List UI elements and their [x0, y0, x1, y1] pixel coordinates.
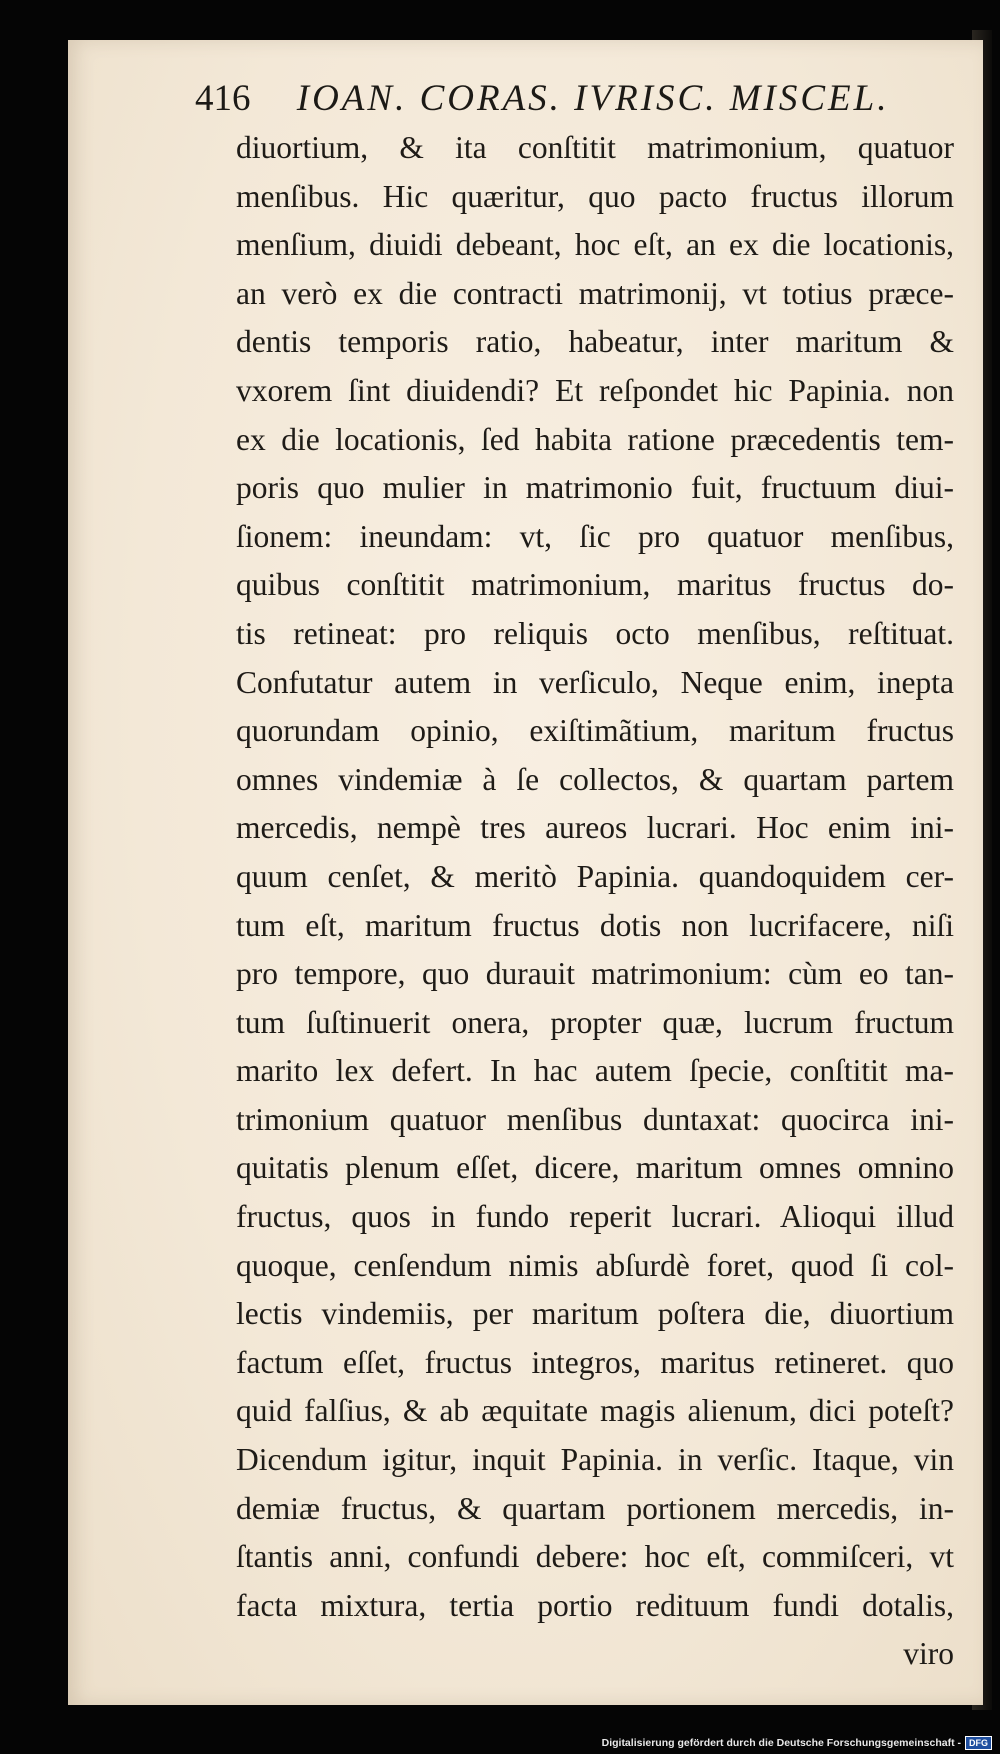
text-line: marito lex defert. In hac autem ſpecie, conſtitit ma- [236, 1053, 954, 1089]
page-number: 416 [195, 78, 251, 119]
text-line: quibus conſtitit matrimonium, maritus fructus do- [236, 567, 954, 603]
text-line: fructus, quos in fundo reperit lucrari. Alioqui illud [236, 1199, 954, 1235]
running-title: IOAN. CORAS. IVRISC. MISCEL. [296, 78, 890, 119]
text-line: tum eſt, maritum fructus dotis non lucrifacere, niſi [236, 907, 954, 943]
text-line: demiæ fructus, & quartam portionem mercedis, in- [236, 1490, 954, 1526]
text-line: Confutatur autem in verſiculo, Neque enim, inepta [236, 664, 954, 700]
text-line: lectis vindemiis, per maritum poſtera die, diuortium [236, 1296, 954, 1332]
text-line: quoque, cenſendum nimis abſurdè foret, quod ſi col- [236, 1247, 954, 1283]
running-header [195, 77, 955, 127]
text-line: pro tempore, quo durauit matrimonium: cùm eo tan- [236, 956, 954, 992]
text-line: diuortium, & ita conſtitit matrimonium, quatuor [236, 130, 954, 165]
catchword: viro [903, 1636, 954, 1672]
text-line: ſionem: ineundam: vt, ſic pro quatuor menſibus, [236, 518, 954, 554]
text-line: menſibus. Hic quæritur, quo pacto fructus illorum [236, 178, 954, 214]
text-line: ex die locationis, ſed habita ratione præcedentis tem- [236, 421, 954, 457]
text-line: dentis temporis ratio, habeatur, inter maritum & [236, 324, 954, 360]
text-line: trimonium quatuor menſibus duntaxat: quocirca ini- [236, 1101, 954, 1137]
text-line: quum cenſet, & meritò Papinia. quandoquidem cer- [236, 858, 954, 894]
text-line: factum eſſet, fructus integros, maritus retineret. quo [236, 1344, 954, 1380]
text-line: menſium, diuidi debeant, hoc eſt, an ex die locationis, [236, 227, 954, 263]
text-line: vxorem ſint diuidendi? Et reſpondet hic Papinia. non [236, 372, 954, 408]
text-line: tum ſuſtinuerit onera, propter quæ, lucrum fructum [236, 1004, 954, 1040]
text-line: omnes vindemiæ à ſe collectos, & quartam partem [236, 761, 954, 797]
text-line: an verò ex die contracti matrimonij, vt totius præce- [236, 275, 954, 311]
text-line: facta mixtura, tertia portio redituum fundi dotalis, [236, 1587, 954, 1623]
text-line: mercedis, nempè tres aureos lucrari. Hoc enim ini- [236, 810, 954, 846]
text-line: tis retineat: pro reliquis octo menſibus, reſtituat. [236, 615, 954, 651]
body-text [236, 124, 954, 1679]
text-line: quorundam opinio, exiſtimãtium, maritum fructus [236, 713, 954, 749]
dfg-logo: DFG [965, 1736, 992, 1750]
text-line: quitatis plenum eſſet, dicere, maritum omnes omnino [236, 1150, 954, 1186]
digitization-footer [602, 1735, 992, 1751]
text-line: Dicendum igitur, inquit Papinia. in verſic. Itaque, vin [236, 1442, 954, 1478]
text-line: ſtantis anni, confundi debere: hoc eſt, commiſceri, vt [236, 1539, 954, 1575]
funding-credit: Digitalisierung gefördert durch die Deutsche Forschungsgemeinschaft - [601, 1737, 961, 1749]
text-line: poris quo mulier in matrimonio fuit, fructuum diui- [236, 470, 954, 506]
text-line: quid falſius, & ab æquitate magis alienum, dici poteſt? [236, 1393, 954, 1429]
